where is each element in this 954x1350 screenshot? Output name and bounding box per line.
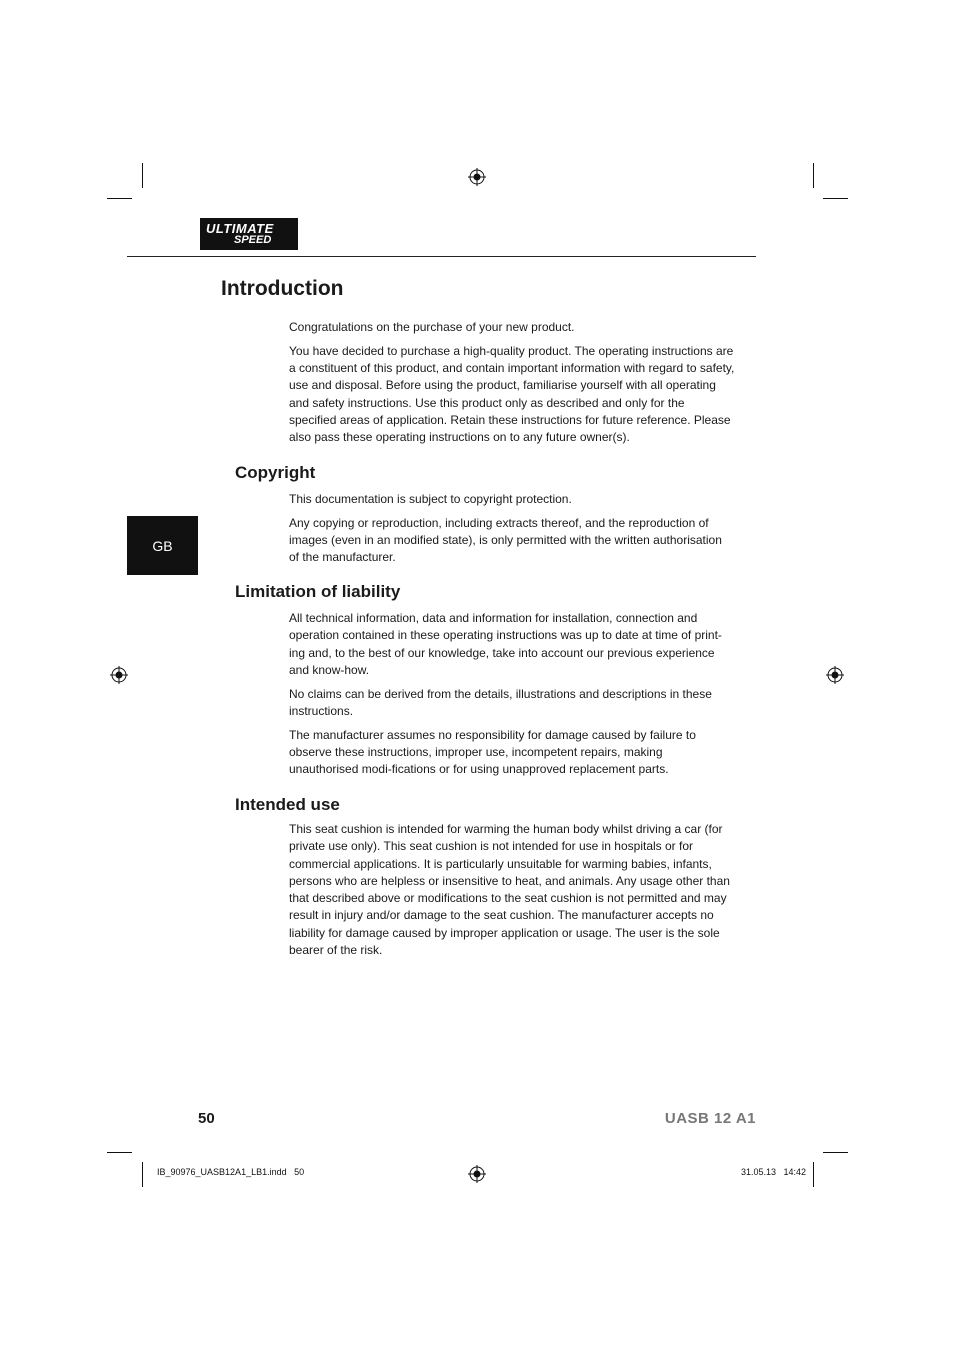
language-tab: GB — [127, 516, 198, 575]
crop-mark — [107, 198, 132, 199]
copyright-paragraph: This documentation is subject to copyright protection. — [289, 492, 572, 506]
model-number: UASB 12 A1 — [664, 1110, 756, 1127]
brand-logo-bottom: SPEED — [234, 234, 272, 246]
brand-logo — [200, 218, 298, 250]
print-slug-date: 31.05.13 14:42 — [740, 1167, 806, 1177]
section-heading-liability: Limitation of liability — [235, 582, 401, 601]
crop-mark — [142, 1162, 143, 1187]
copyright-block — [289, 491, 735, 573]
page-title: Introduction — [221, 277, 344, 300]
liability-block — [289, 610, 735, 785]
intended-use-paragraph: This seat cushion is intended for warming the human body whilst driving a car (for private use only). This seat cushion is not intended for use in hospitals or for commercial applications. It is particularly unsuitable for warming babies, infants, persons who are helpless or insensitive to heat, and animals. Any usage other than that described above or modifications to the seat cushion is not permitted and may result in injury and/or damage to the seat cushion. The manufacturer accepts no liability for damage caused by improper application or usage. The user is the sole bearer of the risk. — [289, 822, 730, 958]
registration-mark-icon — [110, 666, 128, 684]
registration-mark-icon — [468, 168, 486, 186]
print-slug-file: IB_90976_UASB12A1_LB1.indd 50 — [157, 1167, 305, 1177]
intended-use-block — [289, 821, 735, 966]
registration-mark-icon — [826, 666, 844, 684]
registration-mark-icon — [468, 1165, 486, 1183]
liability-paragraph: All technical information, data and information for installation, connection and operation contained in these operating instructions was up to date at time of print-ing and, to the best of our knowledge, take into account our previous experience and know-how. — [289, 611, 722, 677]
intro-block — [289, 319, 735, 453]
crop-mark — [142, 163, 143, 188]
crop-mark — [823, 198, 848, 199]
copyright-paragraph: Any copying or reproduction, including extracts thereof, and the reproduction of images (even in an modified state), is only permitted with the written authorisation of the manufacturer. — [289, 515, 722, 565]
liability-paragraph: The manufacturer assumes no responsibility for damage caused by failure to observe these instructions, improper use, incompetent repairs, making unauthorised modi-fications or for using unapproved replacement parts. — [289, 727, 696, 777]
intro-paragraph: Congratulations on the purchase of your new product. — [289, 320, 575, 334]
section-heading-copyright: Copyright — [235, 463, 316, 482]
header-rule — [127, 256, 756, 257]
crop-mark — [823, 1152, 848, 1153]
liability-paragraph: No claims can be derived from the details, illustrations and descriptions in these instructions. — [289, 686, 712, 718]
intro-paragraph: You have decided to purchase a high-quality product. The operating instructions are a constituent of this product, and contain important information with regard to safety, use and disposal. Before using the product, familiarise yourself with all operating and safety instructions. Use this product only as described and only for the specified areas of application. Retain these instructions for future reference. Please also pass these operating instructions on to any future owner(s). — [289, 343, 735, 445]
crop-mark — [813, 163, 814, 188]
brand-logo-top: ULTIMATE — [206, 221, 274, 236]
crop-mark — [107, 1152, 132, 1153]
page-number: 50 — [198, 1110, 215, 1127]
section-heading-intended-use: Intended use — [235, 795, 340, 814]
crop-mark — [813, 1162, 814, 1187]
